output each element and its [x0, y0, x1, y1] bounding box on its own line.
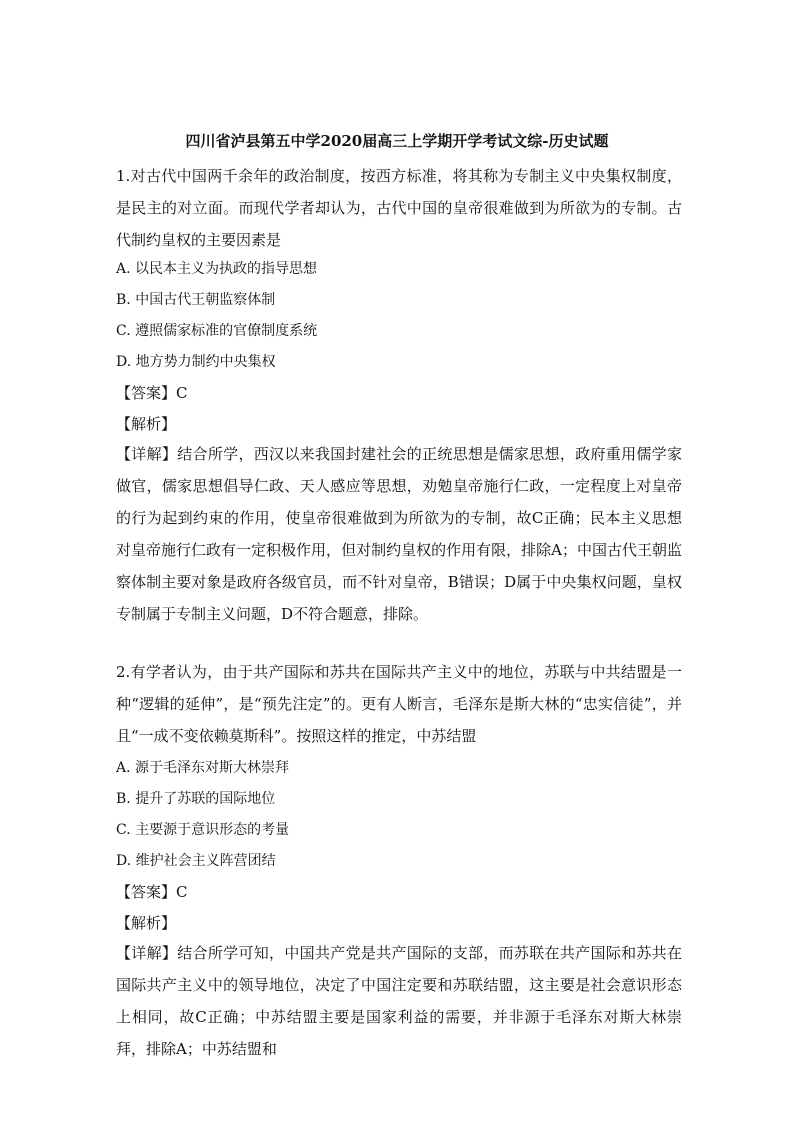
- question-1-answer: 【答案】C: [116, 384, 188, 402]
- question-1-analysis: 【详解】结合所学，西汉以来我国封建社会的正统思想是儒家思想，政府重用儒学家做官，儒家思想倡导仁政、天人感应等思想，劝勉皇帝施行仁政，一定程度上对皇帝的行为起到约束的作用，使皇帝很难做到为所欲为的专制，故C正确；民本主义思想对皇帝施行仁政有一定积极作用，但对制约皇权的作用有限，排除A；中国古代王朝监察体制主要对象是政府各级官员，而不针对皇帝，B错误；D属于中央集权问题，皇权专制属于专制主义问题，D不符合题意，排除。: [116, 445, 682, 623]
- question-2-option-a: A. 源于毛泽东对斯大林崇拜: [116, 760, 290, 776]
- question-2-option-d: D. 维护社会主义阵营团结: [116, 853, 276, 869]
- question-1-option-a: A. 以民本主义为执政的指导思想: [116, 261, 318, 277]
- question-1-option-b: B. 中国古代王朝监察体制: [116, 292, 276, 308]
- question-1-analysis-label: 【解析】: [116, 415, 177, 433]
- document-title: 四川省泸县第五中学2020届高三上学期开学考试文综-历史试题: [185, 132, 609, 150]
- question-1-option-c: C. 遵照儒家标准的官僚制度系统: [116, 323, 318, 339]
- question-2-stem: 2.有学者认为，由于共产国际和苏共在国际共产主义中的地位，苏联与中共结盟是一种“逻辑的延伸”，是“预先注定”的。更有人断言，毛泽东是斯大林的“忠实信徒”，并且“一成不变依赖莫斯科”。按照这样的推定，中苏结盟: [116, 663, 682, 745]
- question-2-analysis: 【详解】结合所学可知，中国共产党是共产国际的支部，而苏联在共产国际和苏共在国际共产主义中的领导地位，决定了中国注定要和苏联结盟，这主要是社会意识形态上相同，故C正确；中苏结盟主要是国家利益的需要，并非源于毛泽东对斯大林崇拜，排除A；中苏结盟和: [116, 944, 682, 1058]
- question-1-option-d: D. 地方势力制约中央集权: [116, 354, 276, 370]
- question-2-analysis-label: 【解析】: [116, 914, 177, 932]
- question-2-option-b: B. 提升了苏联的国际地位: [116, 791, 276, 807]
- question-2-answer: 【答案】C: [116, 883, 188, 901]
- question-2-option-c: C. 主要源于意识形态的考量: [116, 822, 290, 838]
- question-1-stem: 1.对古代中国两千余年的政治制度，按西方标准，将其称为专制主义中央集权制度，是民主的对立面。而现代学者却认为，古代中国的皇帝很难做到为所欲为的专制。古代制约皇权的主要因素是: [116, 167, 682, 249]
